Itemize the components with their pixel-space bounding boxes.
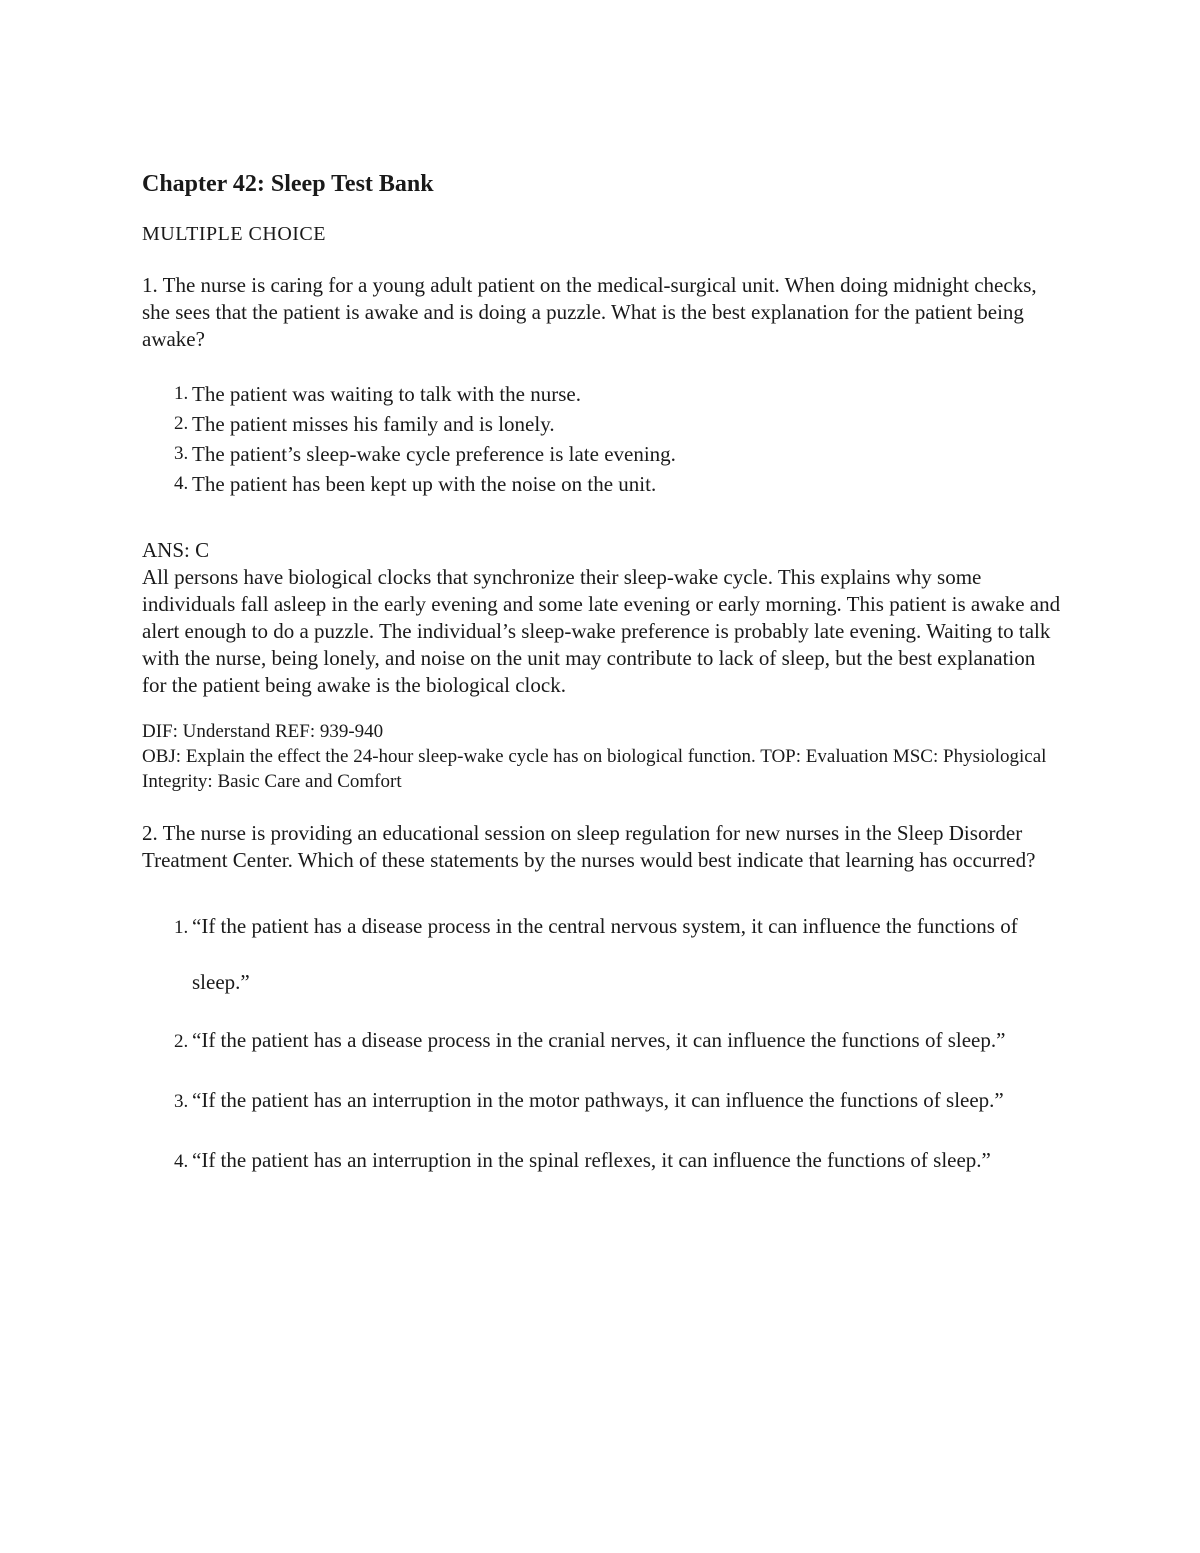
option-number: 4.	[174, 473, 189, 494]
answer-option	[142, 898, 1062, 1010]
answer-option	[142, 439, 1062, 469]
option-text: “If the patient has a disease process in the cranial nerves, it can influence the functions of sleep.”	[192, 1028, 1006, 1052]
answer-rationale: All persons have biological clocks that synchronize their sleep-wake cycle. This explains why some individuals fall asleep in the early evening and some late evening or early morning. This patient is awake and alert enough to do a puzzle. The individual’s sleep-wake preference is probably late evening. Waiting to talk with the nurse, being lonely, and noise on the unit may contribute to lack of sleep, but the best explanation for the patient being awake is the biological clock.	[142, 565, 1061, 697]
metadata-line: DIF: Understand REF: 939-940	[142, 721, 384, 742]
answer-option	[142, 409, 1062, 439]
question-stem: 1. The nurse is caring for a young adult patient on the medical-surgical unit. When doing midnight checks, she sees that the patient is awake and is doing a puzzle. What is the best explanation for the patient being awake?	[142, 273, 1037, 351]
option-number: 3.	[174, 1091, 189, 1112]
answer-option	[142, 379, 1062, 409]
answer-options	[142, 379, 1062, 499]
answer-option	[142, 1132, 1062, 1190]
option-text: “If the patient has a disease process in the central nervous system, it can influence the functions of sleep.”	[192, 914, 1018, 994]
answer-option	[142, 1072, 1062, 1130]
option-text: “If the patient has an interruption in the motor pathways, it can influence the functions of sleep.”	[192, 1088, 1004, 1112]
answer-option	[142, 469, 1062, 499]
question-metadata	[142, 719, 1062, 794]
question-1	[142, 272, 1062, 794]
answer-option	[142, 1012, 1062, 1070]
option-number: 1.	[174, 383, 189, 404]
option-number: 2.	[174, 413, 189, 434]
option-text: The patient was waiting to talk with the nurse.	[192, 382, 581, 406]
document-page	[142, 168, 1062, 1192]
option-text: The patient has been kept up with the noise on the unit.	[192, 472, 657, 496]
option-number: 1.	[174, 917, 189, 938]
option-number: 2.	[174, 1031, 189, 1052]
option-number: 3.	[174, 443, 189, 464]
question-stem: 2. The nurse is providing an educational session on sleep regulation for new nurses in the Sleep Disorder Treatment Center. Which of these statements by the nurses would best indicate that learning has occurred?	[142, 821, 1036, 872]
page-title: Chapter 42: Sleep Test Bank	[142, 171, 434, 197]
option-text: “If the patient has an interruption in the spinal reflexes, it can influence the functions of sleep.”	[192, 1148, 991, 1172]
question-2	[142, 820, 1062, 1190]
metadata-line: OBJ: Explain the effect the 24-hour sleep-wake cycle has on biological function. TOP: Evaluation MSC: Physiological Integrity: Basic Care and Comfort	[142, 746, 1047, 792]
answer-options	[142, 898, 1062, 1190]
option-text: The patient’s sleep-wake cycle preference is late evening.	[192, 442, 676, 466]
option-number: 4.	[174, 1151, 189, 1172]
section-heading: MULTIPLE CHOICE	[142, 223, 326, 245]
answer-key: ANS: C	[142, 538, 210, 562]
option-text: The patient misses his family and is lonely.	[192, 412, 555, 436]
